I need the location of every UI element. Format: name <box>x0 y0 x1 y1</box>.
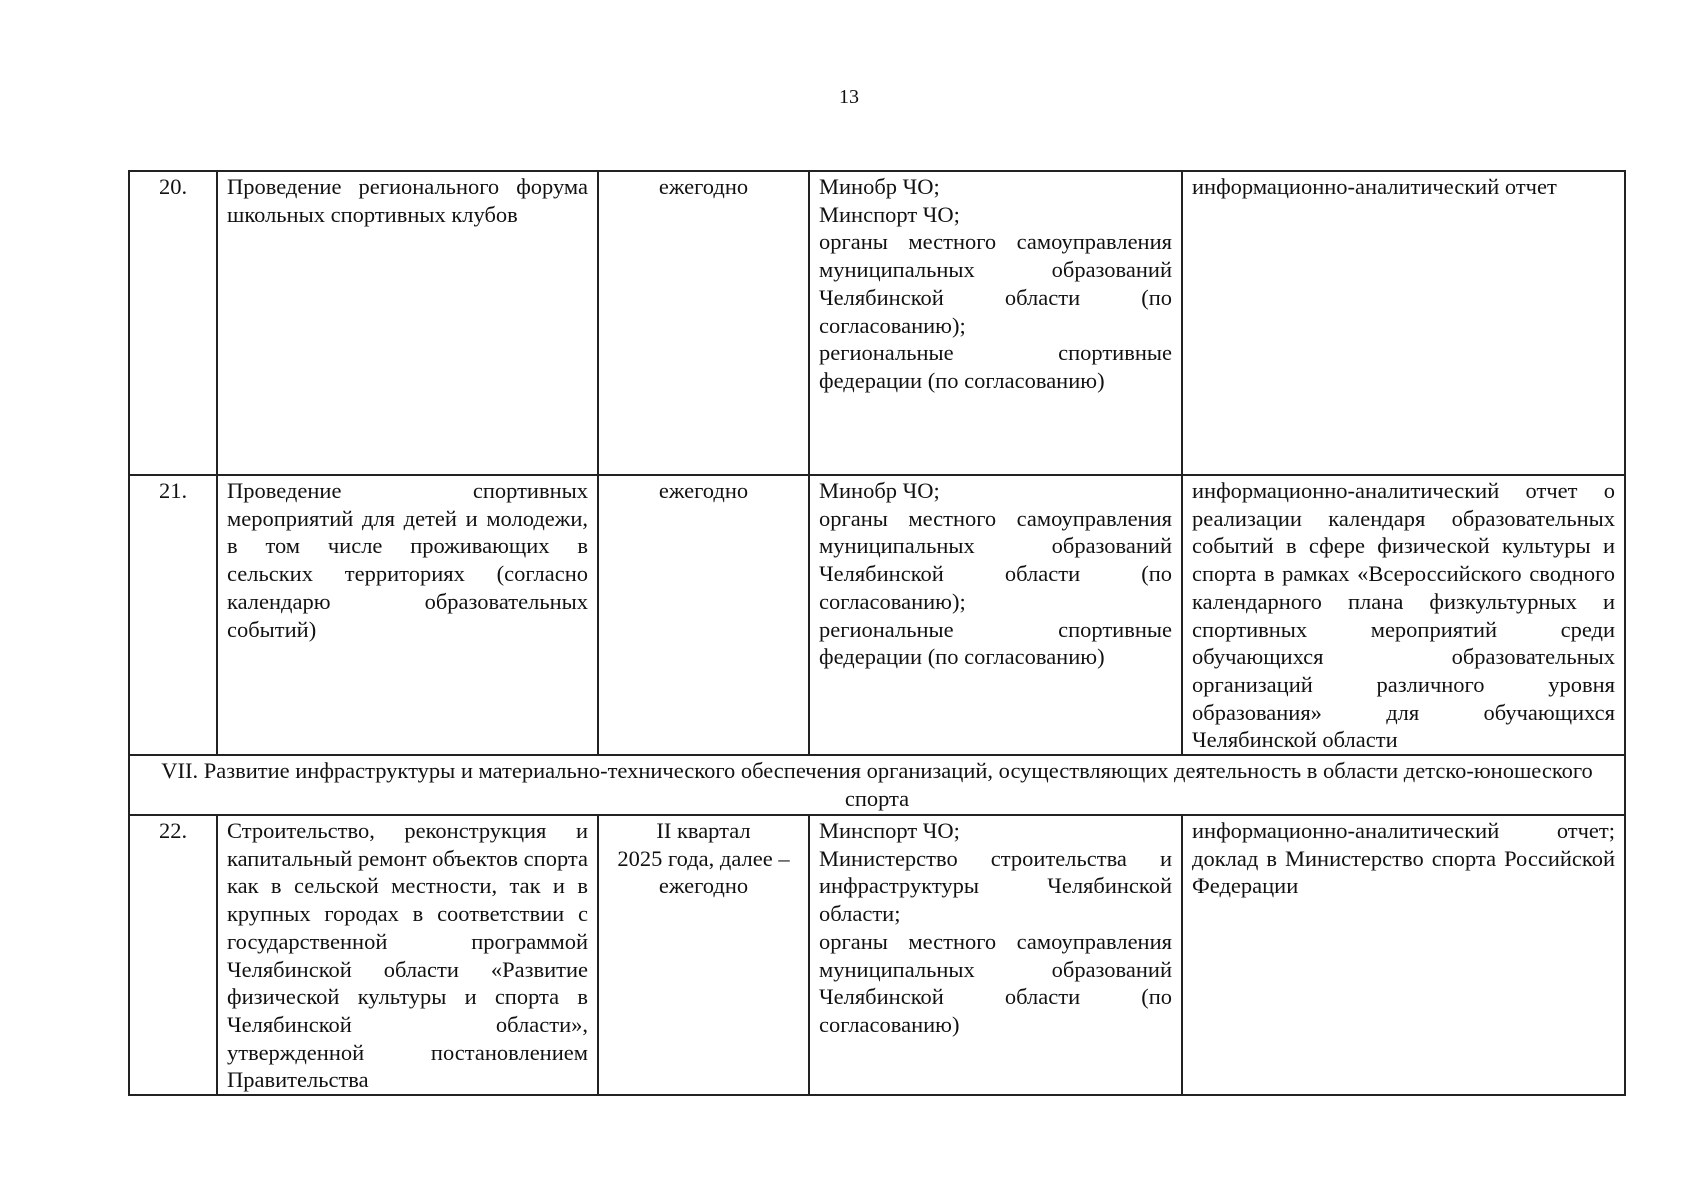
executors-cell <box>809 815 1182 1095</box>
executor-line: Министерство строительства и инфраструктуры Челябинской области; <box>819 845 1172 927</box>
deadline-line: II квартал <box>656 818 751 844</box>
deadline-line: ежегодно <box>658 873 749 899</box>
executor-line: Минобр ЧО; <box>819 174 940 199</box>
executor-line: органы местного самоуправления муниципальных образований Челябинской области (по согласованию); <box>819 229 1172 338</box>
table-row <box>129 475 1625 755</box>
executor-line: Минспорт ЧО; <box>819 201 960 227</box>
executor-line: Минспорт ЧО; <box>819 818 960 844</box>
event-cell: Проведение регионального форума школьных спортивных клубов <box>217 171 598 475</box>
event-cell: Проведение спортивных мероприятий для детей и молодежи, в том числе проживающих в сельских территориях (согласно календарю образовательных событий) <box>217 475 598 755</box>
table-row <box>129 815 1625 1095</box>
deadline-line: ежегодно <box>658 478 749 503</box>
deadline-line: ежегодно <box>658 174 749 199</box>
executor-line: органы местного самоуправления муниципальных образований Челябинской области (по согласованию) <box>819 928 1172 1037</box>
page-number: 13 <box>839 86 859 108</box>
row-number: 22. <box>129 815 217 1095</box>
executor-line: органы местного самоуправления муниципальных образований Челябинской области (по согласованию); <box>819 505 1172 614</box>
plan-table <box>128 170 1626 1096</box>
executor-line: региональные спортивные федерации (по согласованию) <box>819 616 1172 670</box>
result-cell: информационно-аналитический отчет; доклад в Министерство спорта Российской Федерации <box>1182 815 1625 1095</box>
deadline-cell <box>598 815 809 1095</box>
executors-cell <box>809 171 1182 475</box>
executors-cell <box>809 475 1182 755</box>
result-cell: информационно-аналитический отчет <box>1182 171 1625 475</box>
table-row <box>129 171 1625 475</box>
section-heading: VII. Развитие инфраструктуры и материально-технического обеспечения организаций, осуществляющих деятельность в области детско-юношеского спорта <box>129 755 1625 815</box>
event-cell: Строительство, реконструкция и капитальный ремонт объектов спорта как в сельской местности, так и в крупных городах в соответствии с государственной программой Челябинской области «Развитие физической культуры и спорта в Челябинской области», утвержденной постановлением Правительства <box>217 815 598 1095</box>
executor-line: региональные спортивные федерации (по согласованию) <box>819 340 1172 393</box>
deadline-cell <box>598 171 809 475</box>
deadline-line: 2025 года, далее – <box>617 845 790 871</box>
row-number: 20. <box>129 171 217 475</box>
section-row <box>129 755 1625 815</box>
executor-line: Минобр ЧО; <box>819 478 940 503</box>
result-cell: информационно-аналитический отчет о реализации календаря образовательных событий в сфере физической культуры и спорта в рамках «Всероссийского сводного календарного плана физкультурных и спортивных мероприятий среди обучающихся образовательных организаций различного уровня образования» для обучающихся Челябинской области <box>1182 475 1625 755</box>
deadline-cell <box>598 475 809 755</box>
row-number: 21. <box>129 475 217 755</box>
